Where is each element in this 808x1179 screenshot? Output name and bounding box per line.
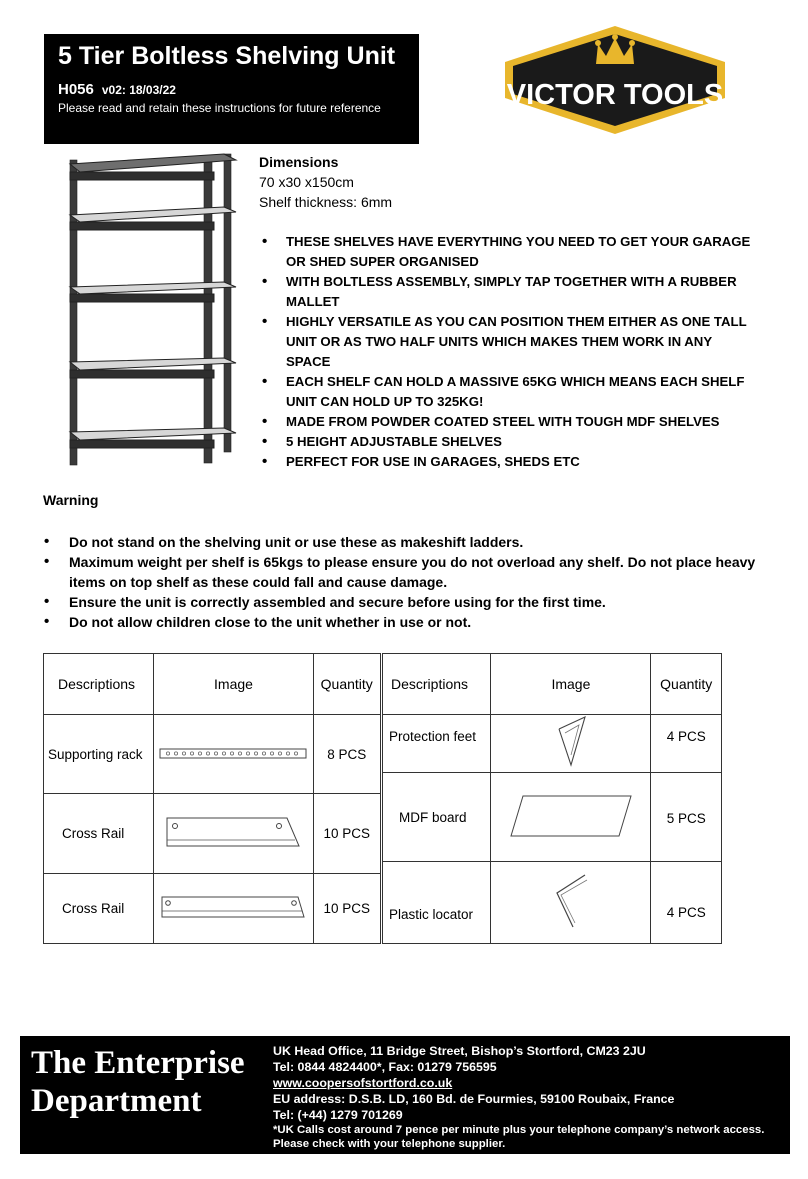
part-quantity: 8 PCS [313, 715, 381, 794]
warning-item: • Do not allow children close to the unit whether in use or not. [44, 612, 774, 632]
dimensions-heading: Dimensions [259, 154, 339, 170]
table-header-row [44, 654, 381, 715]
department-name [31, 1044, 261, 1120]
feature-item: • PERFECT FOR USE IN GARAGES, SHEDS ETC [262, 452, 752, 472]
dimensions-block [259, 152, 392, 212]
header-image: Image [154, 654, 313, 715]
shelving-unit-image [64, 152, 240, 467]
feature-item: • WITH BOLTLESS ASSEMBLY, SIMPLY TAP TOGETHER WITH A RUBBER MALLET [262, 272, 752, 312]
website-link[interactable]: www.coopersofstortford.co.uk [273, 1076, 453, 1090]
feature-item: • HIGHLY VERSATILE AS YOU CAN POSITION THEM EITHER AS ONE TALL UNIT OR AS TWO HALF UNITS WHICH MAKES THEM WORK IN ANY SPACE [262, 312, 752, 372]
product-code: H056 [58, 81, 94, 98]
feature-item: • EACH SHELF CAN HOLD A MASSIVE 65KG WHICH MEANS EACH SHELF UNIT CAN HOLD UP TO 325KG! [262, 372, 752, 412]
call-cost-note-2: Please check with your telephone supplier. [273, 1138, 506, 1150]
logo-text: VICTOR TOOLS [506, 79, 724, 111]
warning-heading: Warning [43, 492, 99, 508]
part-description: Cross Rail [44, 874, 154, 944]
dimensions-size: 70 x30 x150cm [259, 174, 354, 190]
contact-info [273, 1043, 764, 1151]
cross-rail-long-icon [158, 893, 308, 921]
part-quantity: 4 PCS [651, 862, 722, 944]
shelf-thickness: Shelf thickness: 6mm [259, 194, 393, 210]
victor-tools-logo [500, 24, 730, 136]
feature-list [262, 232, 752, 472]
department-line-2: Department [31, 1083, 202, 1119]
header-image: Image [491, 654, 651, 715]
mdf-board-icon [509, 792, 633, 840]
footer [20, 1036, 790, 1154]
header-quantity: Quantity [313, 654, 381, 715]
part-description: Supporting rack [44, 715, 154, 794]
department-line-1: The Enterprise [31, 1045, 245, 1081]
feature-item: • MADE FROM POWDER COATED STEEL WITH TOUGH MDF SHELVES [262, 412, 752, 432]
header-descriptions: Descriptions [44, 654, 154, 715]
part-description: Cross Rail [44, 794, 154, 874]
warning-item: • Maximum weight per shelf is 65kgs to please ensure you do not overload any shelf. Do not place heavy items on top shelf as these could fall and cause damage. [44, 552, 774, 592]
part-quantity: 10 PCS [313, 874, 381, 944]
product-code-line [58, 81, 176, 98]
table-row [44, 794, 381, 874]
phone-fax: Tel: 0844 4824400*, Fax: 01279 756595 [273, 1060, 497, 1074]
protection-feet-icon [551, 715, 591, 769]
version: v02: 18/03/22 [101, 83, 176, 97]
table-row [44, 715, 381, 794]
part-quantity: 10 PCS [313, 794, 381, 874]
part-description: Protection feet [383, 715, 491, 773]
feature-item: • 5 HEIGHT ADJUSTABLE SHELVES [262, 432, 752, 452]
part-description: Plastic locator [383, 862, 491, 944]
head-office-address: UK Head Office, 11 Bridge Street, Bishop’s Stortford, CM23 2JU [273, 1044, 646, 1058]
part-description: MDF board [383, 773, 491, 862]
product-title: 5 Tier Boltless Shelving Unit [58, 42, 396, 70]
call-cost-note: *UK Calls cost around 7 pence per minute plus your telephone company’s network access. [273, 1124, 765, 1136]
table-header-row [383, 654, 722, 715]
eu-phone: Tel: (+44) 1279 701269 [273, 1108, 403, 1122]
parts-table-left [43, 653, 381, 944]
part-quantity: 4 PCS [651, 715, 722, 773]
table-row [383, 715, 722, 773]
title-block [44, 34, 419, 144]
eu-address: EU address: D.S.B. LD, 160 Bd. de Fourmies, 59100 Roubaix, France [273, 1092, 675, 1106]
table-row [383, 862, 722, 944]
table-row [383, 773, 722, 862]
retain-note: Please read and retain these instructions for future reference [58, 101, 381, 115]
cross-rail-icon [163, 814, 303, 850]
feature-item: • THESE SHELVES HAVE EVERYTHING YOU NEED TO GET YOUR GARAGE OR SHED SUPER ORGANISED [262, 232, 752, 272]
table-row [44, 874, 381, 944]
warning-list [44, 532, 774, 632]
warning-item: • Do not stand on the shelving unit or use these as makeshift ladders. [44, 532, 774, 552]
parts-table-right [382, 653, 722, 944]
plastic-locator-icon [551, 871, 591, 931]
warning-item: • Ensure the unit is correctly assembled and secure before using for the first time. [44, 592, 774, 612]
header-descriptions: Descriptions [383, 654, 491, 715]
part-quantity: 5 PCS [651, 773, 722, 862]
header-quantity: Quantity [651, 654, 722, 715]
supporting-rack-icon [158, 743, 308, 763]
